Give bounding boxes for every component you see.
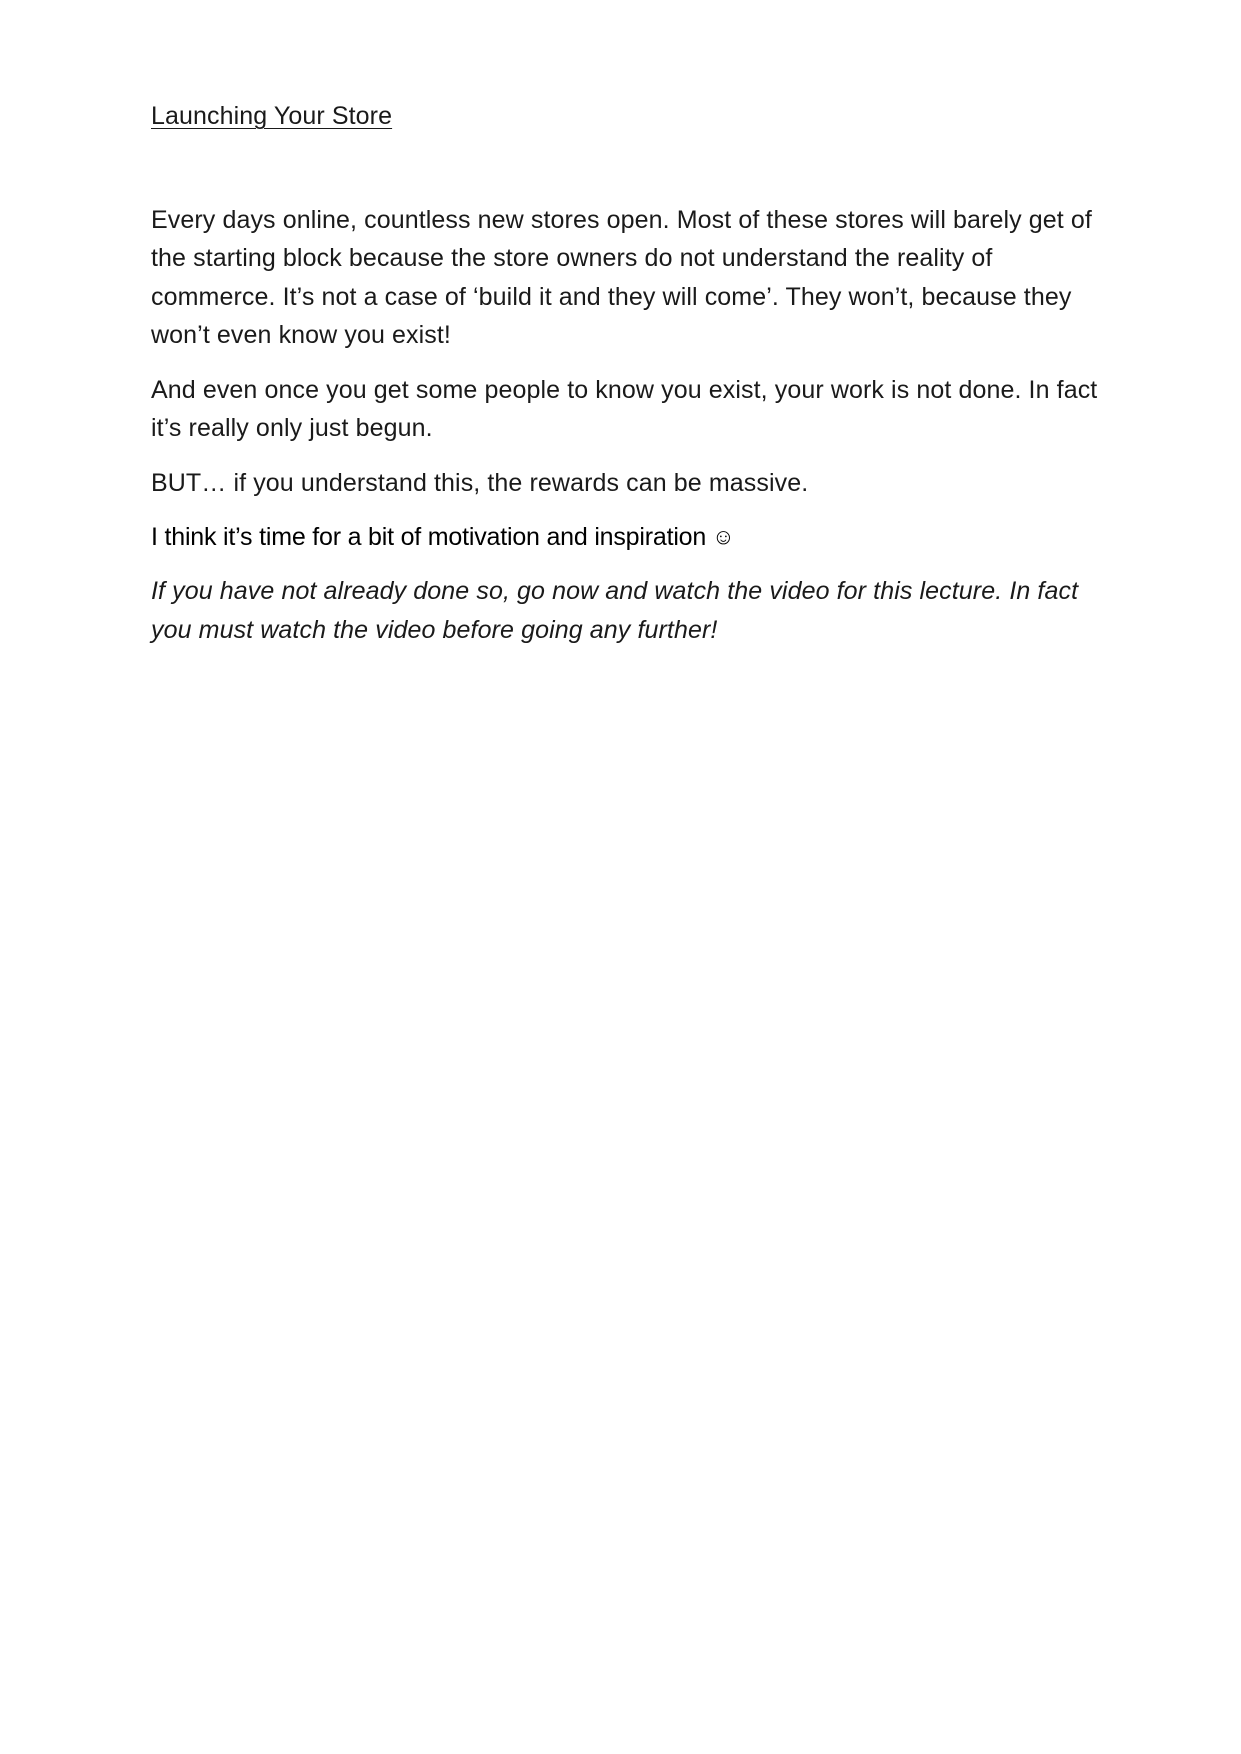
document-title: Launching Your Store — [151, 102, 393, 130]
smiley-face-icon: ☺ — [712, 524, 735, 549]
video-note: If you have not already done so, go now and watch the video for this lecture. In fact you must watch the video before going any further! — [151, 577, 1079, 644]
paragraph-intro: Every days online, countless new stores open. Most of these stores will barely get of the starting block because the store owners do not understand the reality of commerce. It’s not a case of ‘build it and they will come’. They won’t, because they won’t even know you exist! — [151, 205, 1092, 349]
motivation-heading-text: I think it’s time for a bit of motivation and inspiration — [151, 523, 707, 551]
paragraph-rewards: BUT… if you understand this, the rewards can be massive. — [151, 468, 809, 497]
document-body — [151, 100, 1101, 649]
paragraph-work: And even once you get some people to know you exist, your work is not done. In fact it’s really only just begun. — [151, 375, 1098, 442]
motivation-heading — [151, 518, 1101, 556]
